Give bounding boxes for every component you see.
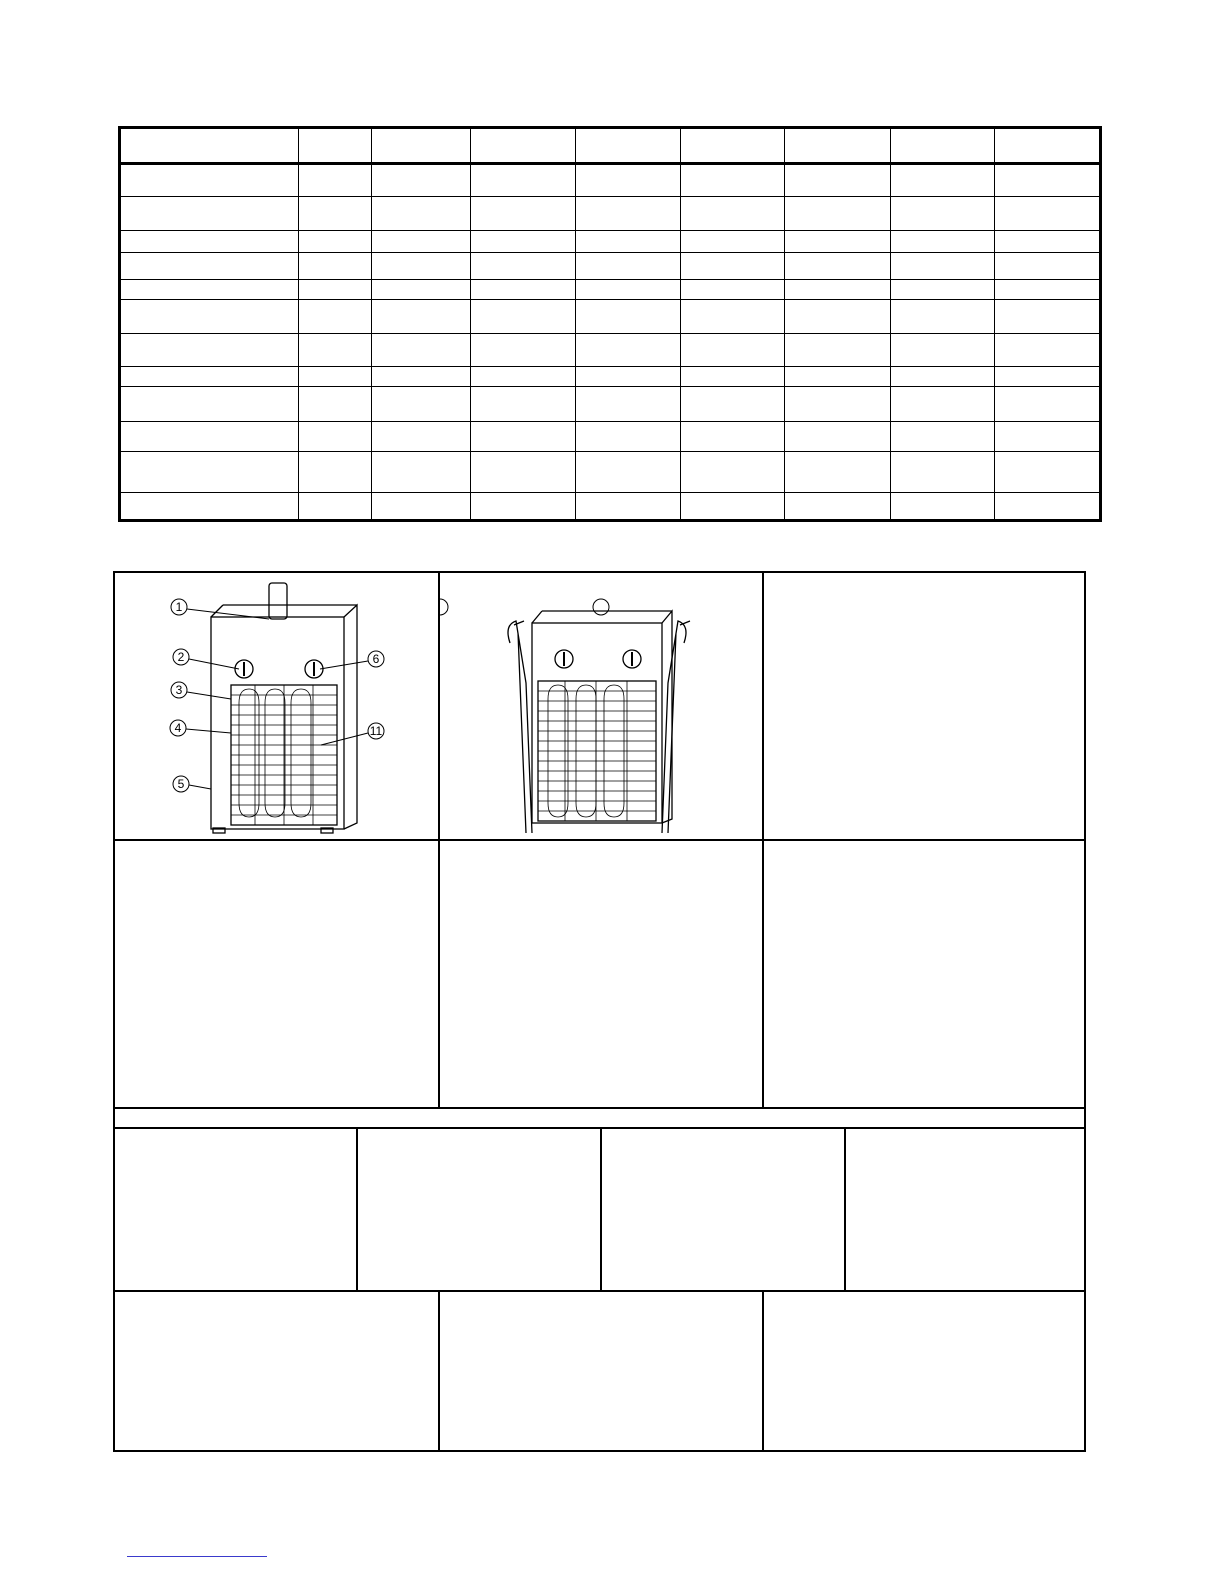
table-cell [785,279,891,299]
table-cell [995,128,1101,164]
table-row [120,452,1101,493]
table-row [120,231,1101,253]
frame-divider [844,1128,846,1291]
table-cell [891,452,995,493]
table-cell [372,163,471,196]
table-cell [785,163,891,196]
table-cell [471,300,576,333]
table-cell [681,421,785,451]
table-cell [576,128,681,164]
table-row [120,421,1101,451]
table-cell [299,333,372,366]
table-cell [995,163,1101,196]
table-cell [471,252,576,279]
table-cell [372,196,471,230]
table-cell [372,279,471,299]
table-cell [372,421,471,451]
table-cell [681,367,785,387]
table-cell [576,300,681,333]
table-cell [995,196,1101,230]
table-cell [120,196,299,230]
table-row [120,367,1101,387]
table-cell [299,387,372,421]
callout-label: 11 [369,724,383,738]
table-cell [995,387,1101,421]
table-cell [120,367,299,387]
table-cell [681,128,785,164]
table-cell [471,279,576,299]
table-cell [120,279,299,299]
table-cell [891,421,995,451]
figure-frame [113,571,1086,1452]
table-cell [785,196,891,230]
table-cell [471,333,576,366]
table-cell [120,452,299,493]
table-cell [785,252,891,279]
table-row [120,196,1101,230]
table-cell [471,492,576,520]
table-cell [681,252,785,279]
callout-label: 5 [177,777,185,791]
table-cell [372,367,471,387]
table-cell [299,452,372,493]
table-row [120,387,1101,421]
table-cell [372,387,471,421]
table-cell [681,492,785,520]
table-cell [681,279,785,299]
table-cell [995,279,1101,299]
table-cell [299,163,372,196]
frame-divider [762,573,764,1108]
table-row [120,163,1101,196]
table-cell [576,387,681,421]
table-cell [471,387,576,421]
callout-label: 6 [372,652,380,666]
table-cell [576,279,681,299]
table-cell [471,231,576,253]
callout-label: 2 [177,650,185,664]
table-cell [785,421,891,451]
table-cell [681,333,785,366]
frame-divider [600,1128,602,1291]
table-cell [471,367,576,387]
table-cell [299,252,372,279]
table-cell [372,492,471,520]
table-cell [576,452,681,493]
table-cell [372,231,471,253]
table-cell [891,333,995,366]
table-cell [299,128,372,164]
table-cell [785,333,891,366]
table-cell [891,163,995,196]
table-cell [372,252,471,279]
table-cell [471,452,576,493]
callout-label: 3 [175,683,183,697]
table-cell [785,231,891,253]
table-cell [785,452,891,493]
table-cell [120,492,299,520]
table-cell [299,196,372,230]
table-row [120,252,1101,279]
table-cell [299,367,372,387]
table-cell [120,300,299,333]
table-cell [120,333,299,366]
table-cell [995,492,1101,520]
table-cell [576,421,681,451]
table-cell [891,367,995,387]
table-cell [785,387,891,421]
table-cell [891,231,995,253]
table-cell [372,452,471,493]
table-cell [891,128,995,164]
table-cell [681,300,785,333]
table-cell [120,231,299,253]
table-cell [299,231,372,253]
table-cell [891,300,995,333]
table-cell [299,279,372,299]
frame-divider [356,1128,358,1291]
frame-divider [762,1291,764,1452]
table-cell [576,196,681,230]
table-cell [299,300,372,333]
table-cell [891,387,995,421]
table-cell [681,387,785,421]
table-cell [995,252,1101,279]
table-cell [995,421,1101,451]
table-cell [120,163,299,196]
table-cell [471,128,576,164]
frame-divider [115,839,1084,841]
table-cell [471,421,576,451]
frame-divider [438,1291,440,1452]
table-cell [785,300,891,333]
table-cell [576,333,681,366]
table-cell [785,492,891,520]
heater-front-medium-drawing [440,573,762,839]
table-cell [995,367,1101,387]
table-cell [471,163,576,196]
table-cell [372,333,471,366]
callout-label: 4 [174,721,182,735]
table-cell [576,367,681,387]
table-cell [576,231,681,253]
frame-divider [115,1107,1084,1109]
table-cell [785,128,891,164]
front-view-compact [115,573,438,839]
table-cell [120,252,299,279]
table-row [120,279,1101,299]
table-cell [299,492,372,520]
table-cell [891,279,995,299]
front-view-medium [440,573,762,839]
table-cell [120,421,299,451]
table-cell [120,128,299,164]
table-cell [681,231,785,253]
table-cell [299,421,372,451]
table-cell [681,196,785,230]
table-cell [891,252,995,279]
heater-front-compact-drawing [115,573,438,839]
table-row [120,300,1101,333]
table-cell [995,333,1101,366]
table-cell [681,452,785,493]
table-cell [995,452,1101,493]
table-cell [891,196,995,230]
callout-label: 1 [175,600,183,614]
table-row [120,333,1101,366]
table-cell [995,300,1101,333]
table-cell [120,387,299,421]
table-cell [372,300,471,333]
table-cell [891,492,995,520]
table-cell [995,231,1101,253]
table-cell [576,492,681,520]
table-cell [576,252,681,279]
table-cell [471,196,576,230]
table-cell [785,367,891,387]
specification-table [118,126,1102,522]
footer-link-underline [127,1556,267,1557]
table-cell [372,128,471,164]
table-row [120,128,1101,164]
table-row [120,492,1101,520]
table-cell [681,163,785,196]
table-cell [576,163,681,196]
